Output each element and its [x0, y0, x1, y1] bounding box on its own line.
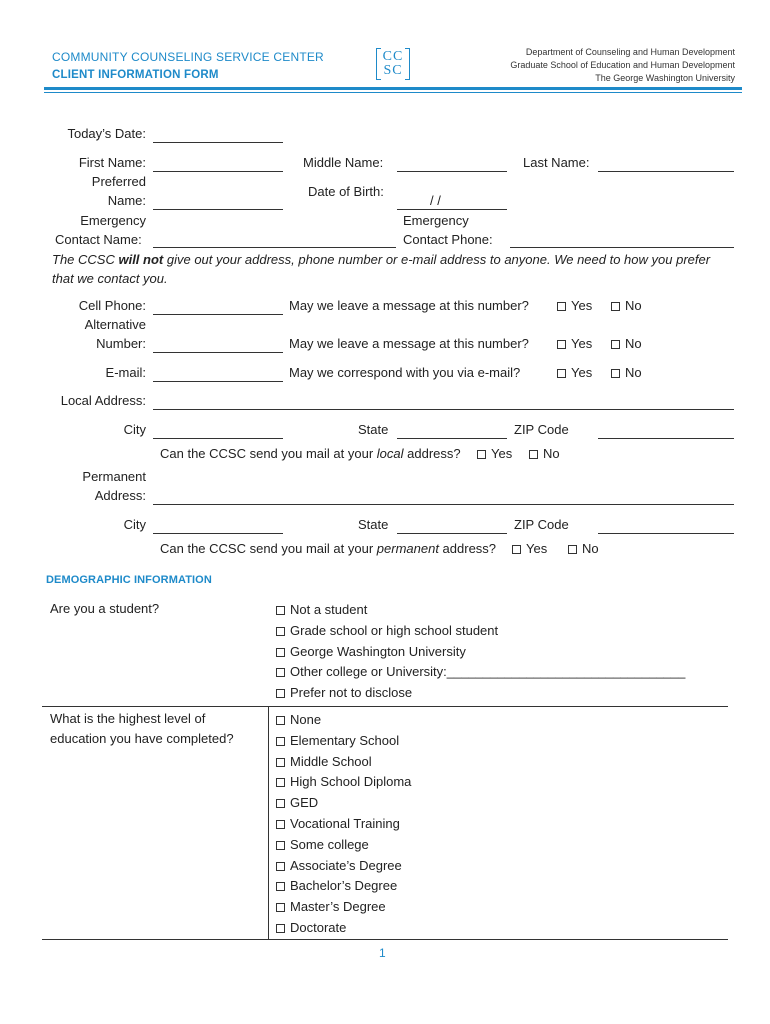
- student-options: [276, 600, 685, 704]
- perm-zip-label: ZIP Code: [514, 517, 569, 532]
- question-emphasis: local: [376, 446, 404, 461]
- school-line: Graduate School of Education and Human Development: [510, 60, 735, 70]
- student-option[interactable]: [276, 662, 685, 683]
- local-zip-field[interactable]: [598, 438, 734, 439]
- dept-line: Department of Counseling and Human Development: [525, 47, 735, 57]
- checkbox[interactable]: [276, 716, 285, 725]
- education-question-1: What is the highest level of: [50, 711, 206, 726]
- checkbox[interactable]: [276, 758, 285, 767]
- option-label: Some college: [290, 836, 369, 852]
- education-options: [276, 710, 411, 939]
- logo-text-bottom: SC: [383, 63, 403, 78]
- perm-mail-yes[interactable]: [512, 541, 547, 557]
- todays-date-field[interactable]: [153, 142, 283, 143]
- checkbox[interactable]: [276, 820, 285, 829]
- student-option[interactable]: [276, 683, 685, 704]
- ccsc-logo: [376, 48, 410, 80]
- option-label: No: [625, 298, 642, 313]
- logo-text-top: CC: [382, 49, 404, 64]
- question-text: Can the CCSC send you mail at your: [160, 446, 377, 461]
- org-name: COMMUNITY COUNSELING SERVICE CENTER: [52, 50, 324, 64]
- preferred-label-1: Preferred: [91, 174, 146, 189]
- todays-date-label: Today’s Date:: [67, 126, 146, 141]
- education-option[interactable]: [276, 814, 411, 835]
- preferred-name-field[interactable]: [153, 209, 283, 210]
- checkbox[interactable]: [611, 369, 620, 378]
- education-option[interactable]: [276, 856, 411, 877]
- local-mail-no[interactable]: [529, 446, 560, 462]
- checkbox[interactable]: [557, 340, 566, 349]
- checkbox[interactable]: [276, 627, 285, 636]
- checkbox[interactable]: [529, 450, 538, 459]
- emergency-phone-label-2: Contact Phone:: [403, 232, 493, 247]
- emergency-name-label-1: Emergency: [80, 213, 146, 228]
- form-title: CLIENT INFORMATION FORM: [52, 69, 219, 81]
- education-option[interactable]: [276, 835, 411, 856]
- question-text-end: address?: [438, 541, 497, 556]
- option-label: High School Diploma: [290, 774, 412, 790]
- notice-text-rest: give out your address, phone number or e-mail address to anyone. We need to how you prefer that we contact you.: [52, 252, 711, 286]
- section-divider: [42, 706, 728, 707]
- option-label: Prefer not to disclose: [290, 685, 413, 701]
- middle-name-label: Middle Name:: [303, 155, 384, 170]
- option-label: None: [290, 712, 322, 727]
- option-label: GED: [290, 795, 319, 811]
- university-line: The George Washington University: [595, 73, 735, 83]
- perm-address-label-2: Address:: [94, 488, 146, 503]
- emergency-phone-field[interactable]: [510, 247, 734, 248]
- checkbox[interactable]: [276, 778, 285, 787]
- email-field[interactable]: [153, 381, 283, 382]
- option-label: Other college or University:_________________________________: [290, 664, 686, 680]
- education-option[interactable]: [276, 876, 411, 897]
- perm-mail-question: [160, 541, 496, 557]
- question-emphasis: permanent: [376, 541, 439, 556]
- option-label: Yes: [571, 365, 593, 380]
- cell-phone-field[interactable]: [153, 314, 283, 315]
- perm-city-field[interactable]: [153, 533, 283, 534]
- checkbox[interactable]: [276, 841, 285, 850]
- local-mail-question: [160, 446, 461, 462]
- option-label: Yes: [491, 446, 513, 461]
- emergency-name-label-2: Contact Name:: [55, 232, 142, 247]
- local-address-label: Local Address:: [60, 393, 146, 408]
- option-label: Yes: [526, 541, 548, 556]
- alt-message-yes[interactable]: [557, 336, 592, 352]
- option-label: No: [582, 541, 599, 556]
- local-state-label: State: [358, 422, 389, 437]
- header-rule-thin: [44, 92, 742, 93]
- alt-number-field[interactable]: [153, 352, 283, 353]
- checkbox[interactable]: [276, 668, 285, 677]
- local-city-field[interactable]: [153, 438, 283, 439]
- education-option[interactable]: [276, 731, 411, 752]
- privacy-notice: [52, 250, 732, 288]
- department-info: [510, 46, 735, 85]
- checkbox[interactable]: [512, 545, 521, 554]
- question-text: Can the CCSC send you mail at your: [160, 541, 377, 556]
- cell-message-yes[interactable]: [557, 298, 592, 314]
- local-address-field[interactable]: [153, 409, 734, 410]
- option-label: No: [625, 336, 642, 351]
- option-label: Bachelor’s Degree: [290, 878, 398, 894]
- option-label: Vocational Training: [290, 815, 400, 831]
- option-label: No: [625, 365, 642, 380]
- option-label: Middle School: [290, 753, 372, 769]
- option-label: Grade school or high school student: [290, 622, 499, 638]
- middle-name-field[interactable]: [397, 171, 507, 172]
- checkbox[interactable]: [276, 862, 285, 871]
- email-label: E-mail:: [105, 365, 146, 380]
- email-correspond-no[interactable]: [611, 365, 642, 381]
- checkbox[interactable]: [276, 606, 285, 615]
- header-rule: [44, 87, 742, 90]
- alt-number-label-2: Number:: [96, 336, 146, 351]
- student-option[interactable]: [276, 600, 685, 621]
- dob-label: Date of Birth:: [308, 184, 384, 199]
- last-name-field[interactable]: [598, 171, 734, 172]
- checkbox[interactable]: [276, 882, 285, 891]
- table-bottom-rule: [42, 939, 728, 940]
- option-label: Master’s Degree: [290, 899, 386, 915]
- first-name-field[interactable]: [153, 171, 283, 172]
- alt-message-no[interactable]: [611, 336, 642, 352]
- checkbox[interactable]: [611, 302, 620, 311]
- perm-state-label: State: [358, 517, 389, 532]
- page-number: 1: [379, 946, 386, 960]
- cell-message-no[interactable]: [611, 298, 642, 314]
- perm-address-label-1: Permanent: [82, 469, 146, 484]
- notice-emphasis: will not: [118, 252, 164, 267]
- local-mail-yes[interactable]: [477, 446, 512, 462]
- email-correspond-question: May we correspond with you via e-mail?: [289, 365, 521, 380]
- first-name-label: First Name:: [78, 155, 146, 170]
- perm-state-field[interactable]: [397, 533, 507, 534]
- education-option[interactable]: [276, 752, 411, 773]
- checkbox[interactable]: [557, 369, 566, 378]
- education-option[interactable]: [276, 710, 411, 731]
- checkbox[interactable]: [276, 903, 285, 912]
- option-label: Doctorate: [290, 919, 347, 935]
- education-option[interactable]: [276, 897, 411, 918]
- checkbox[interactable]: [276, 648, 285, 657]
- checkbox[interactable]: [276, 737, 285, 746]
- local-state-field[interactable]: [397, 438, 507, 439]
- emergency-name-field[interactable]: [153, 247, 396, 248]
- perm-mail-no[interactable]: [568, 541, 599, 557]
- student-option[interactable]: [276, 642, 685, 663]
- dob-slashes: / /: [430, 193, 441, 208]
- emergency-phone-label-1: Emergency: [403, 213, 469, 228]
- option-label: Associate’s Degree: [290, 857, 402, 873]
- alt-message-question: May we leave a message at this number?: [289, 336, 529, 351]
- student-question: Are you a student?: [50, 601, 160, 616]
- checkbox[interactable]: [276, 924, 285, 933]
- cell-phone-label: Cell Phone:: [78, 298, 146, 313]
- alt-number-label-1: Alternative: [84, 317, 146, 332]
- checkbox[interactable]: [611, 340, 620, 349]
- email-correspond-yes[interactable]: [557, 365, 592, 381]
- dob-field[interactable]: [397, 209, 507, 210]
- education-question-2: education you have completed?: [50, 731, 234, 746]
- student-option[interactable]: [276, 621, 685, 642]
- perm-city-label: City: [123, 517, 146, 532]
- education-option[interactable]: [276, 772, 411, 793]
- education-option[interactable]: [276, 793, 411, 814]
- question-text-end: address?: [403, 446, 461, 461]
- checkbox[interactable]: [276, 689, 285, 698]
- option-label: Yes: [571, 336, 593, 351]
- checkbox[interactable]: [477, 450, 486, 459]
- option-label: Yes: [571, 298, 593, 313]
- column-divider: [268, 707, 269, 940]
- option-label: Elementary School: [290, 732, 400, 748]
- preferred-label-2: Name:: [107, 193, 146, 208]
- option-label: George Washington University: [290, 643, 466, 659]
- last-name-label: Last Name:: [523, 155, 590, 170]
- option-label: Not a student: [290, 602, 368, 617]
- checkbox[interactable]: [276, 799, 285, 808]
- perm-address-field[interactable]: [153, 504, 734, 505]
- notice-text: The CCSC: [52, 252, 119, 267]
- demographic-section-title: DEMOGRAPHIC INFORMATION: [46, 574, 212, 586]
- local-zip-label: ZIP Code: [514, 422, 569, 437]
- local-city-label: City: [123, 422, 146, 437]
- perm-zip-field[interactable]: [598, 533, 734, 534]
- education-option[interactable]: [276, 918, 411, 939]
- checkbox[interactable]: [557, 302, 566, 311]
- option-label: No: [543, 446, 560, 461]
- cell-message-question: May we leave a message at this number?: [289, 298, 529, 313]
- checkbox[interactable]: [568, 545, 577, 554]
